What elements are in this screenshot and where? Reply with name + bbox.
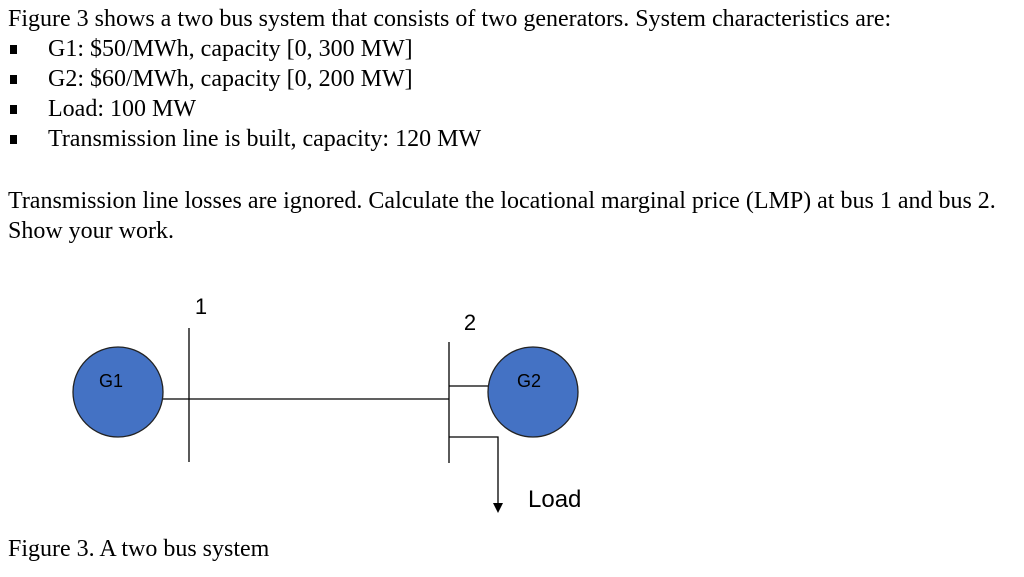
bullet-text-load: Load: 100 MW [48,96,196,122]
generator-g1-icon [73,347,163,437]
figure-caption: Figure 3. A two bus system [8,536,270,562]
problem-intro: Figure 3 shows a two bus system that consists of two generators. System characteristics are: [8,6,892,32]
load-arrow-icon [493,503,503,513]
load-connector [449,437,498,503]
g2-label: G2 [516,371,542,391]
problem-question: Transmission line losses are ignored. Calculate the locational marginal price (LMP) at bus 1 and bus 2. Show your work. [8,188,996,244]
g1-label: G1 [98,371,124,391]
bus-2-label: 2 [463,310,477,335]
bullet-text-g2: G2: $60/MWh, capacity [0, 200 MW] [48,66,413,92]
bus-1-label: 1 [194,294,208,319]
generator-g2-icon [488,347,578,437]
bullet-text-g1: G1: $50/MWh, capacity [0, 300 MW] [48,36,413,62]
load-label: Load [528,486,582,513]
bullet-text-line: Transmission line is built, capacity: 120 MW [48,126,482,152]
